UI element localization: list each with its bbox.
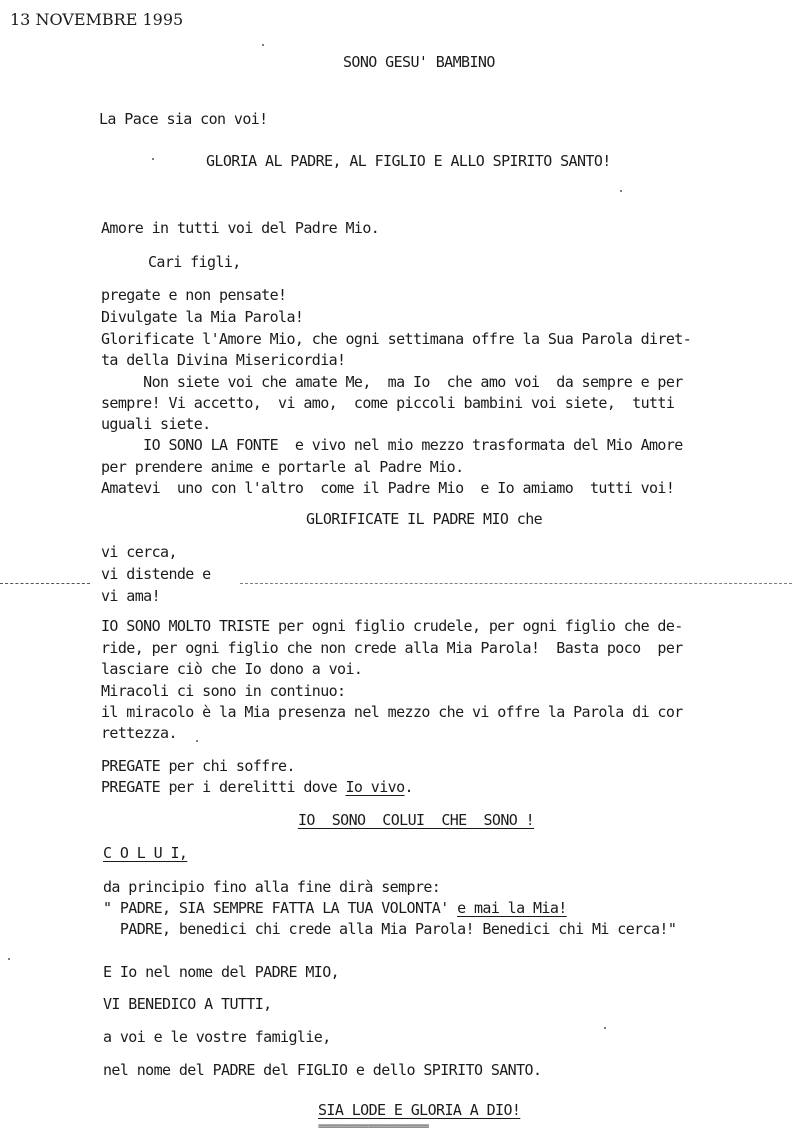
document-date: 13 NOVEMBRE 1995 — [10, 10, 184, 29]
paragraph-line: lasciare ciò che Io dono a voi. — [101, 660, 363, 678]
doxology: GLORIA AL PADRE, AL FIGLIO E ALLO SPIRITO SANTO! — [206, 152, 611, 170]
underlined-phrase: Io vivo — [345, 778, 405, 796]
paragraph-line: rettezza. — [101, 724, 177, 742]
closing-line: SIA LODE E GLORIA A DIO! — [318, 1101, 521, 1119]
paragraph-line: ta della Divina Misericordia! — [101, 351, 346, 369]
blessing-line: nel nome del PADRE del FIGLIO e dello SPIRITO SANTO. — [103, 1061, 542, 1079]
paragraph-line: da principio fino alla fine dirà sempre: — [103, 878, 441, 896]
paper-speck — [604, 1027, 606, 1029]
underlined-phrase: e mai la Mia! — [457, 899, 567, 917]
paragraph-line: Non siete voi che amate Me, ma Io che amo voi da sempre e per — [101, 373, 683, 391]
paragraph-line: ride, per ogni figlio che non crede alla Mia Parola! Basta poco per — [101, 639, 683, 657]
intro-line: Amore in tutti voi del Padre Mio. — [101, 219, 380, 237]
paragraph-line: sempre! Vi accetto, vi amo, come piccoli bambini voi siete, tutti — [101, 394, 675, 412]
pray-line: PREGATE per i derelitti dove Io vivo. — [101, 778, 413, 796]
paragraph-line: IO SONO LA FONTE e vivo nel mio mezzo trasformata del Mio Amore — [101, 436, 683, 454]
fold-mark — [0, 583, 90, 584]
paragraph-line: IO SONO MOLTO TRISTE per ogni figlio crudele, per ogni figlio che de- — [101, 617, 683, 635]
colui-heading: C O L U I, — [103, 844, 188, 862]
closing-double-rule: ====================== — [318, 1121, 429, 1132]
paragraph-line: Miracoli ci sono in continuo: — [101, 682, 346, 700]
paragraph-line: uguali siete. — [101, 415, 211, 433]
salutation: Cari figli, — [148, 253, 241, 271]
paragraph-line: pregate e non pensate! — [101, 286, 287, 304]
blessing-line: E Io nel nome del PADRE MIO, — [103, 963, 340, 981]
glorify-line: vi ama! — [101, 587, 161, 605]
glorify-line: vi distende e — [101, 565, 211, 583]
paper-speck — [196, 740, 198, 742]
paragraph-line: per prendere anime e portarle al Padre Mio. — [101, 458, 464, 476]
fold-mark — [240, 583, 792, 584]
paragraph-line: il miracolo è la Mia presenza nel mezzo che vi offre la Parola di cor — [101, 703, 683, 721]
paragraph-line: Divulgate la Mia Parola! — [101, 308, 304, 326]
paper-speck — [620, 190, 622, 192]
document-title: SONO GESU' BAMBINO — [343, 53, 495, 71]
paper-speck — [8, 958, 10, 960]
paper-speck — [262, 44, 264, 46]
greeting: La Pace sia con voi! — [99, 110, 268, 128]
paper-speck — [152, 158, 154, 160]
quote-line: " PADRE, SIA SEMPRE FATTA LA TUA VOLONTA' e mai la Mia! — [103, 899, 567, 917]
quote-line: PADRE, benedici chi crede alla Mia Parola! Benedici chi Mi cerca!" — [103, 920, 677, 938]
paragraph-line: Amatevi uno con l'altro come il Padre Mio e Io amiamo tutti voi! — [101, 479, 675, 497]
blessing-line: a voi e le vostre famiglie, — [103, 1028, 331, 1046]
paragraph-line: Glorificate l'Amore Mio, che ogni settimana offre la Sua Parola diret- — [101, 330, 692, 348]
iam-heading: IO SONO COLUI CHE SONO ! — [298, 811, 535, 829]
blessing-line: VI BENEDICO A TUTTI, — [103, 995, 272, 1013]
pray-line: PREGATE per chi soffre. — [101, 757, 295, 775]
glorify-heading: GLORIFICATE IL PADRE MIO che — [306, 510, 543, 528]
glorify-line: vi cerca, — [101, 543, 177, 561]
